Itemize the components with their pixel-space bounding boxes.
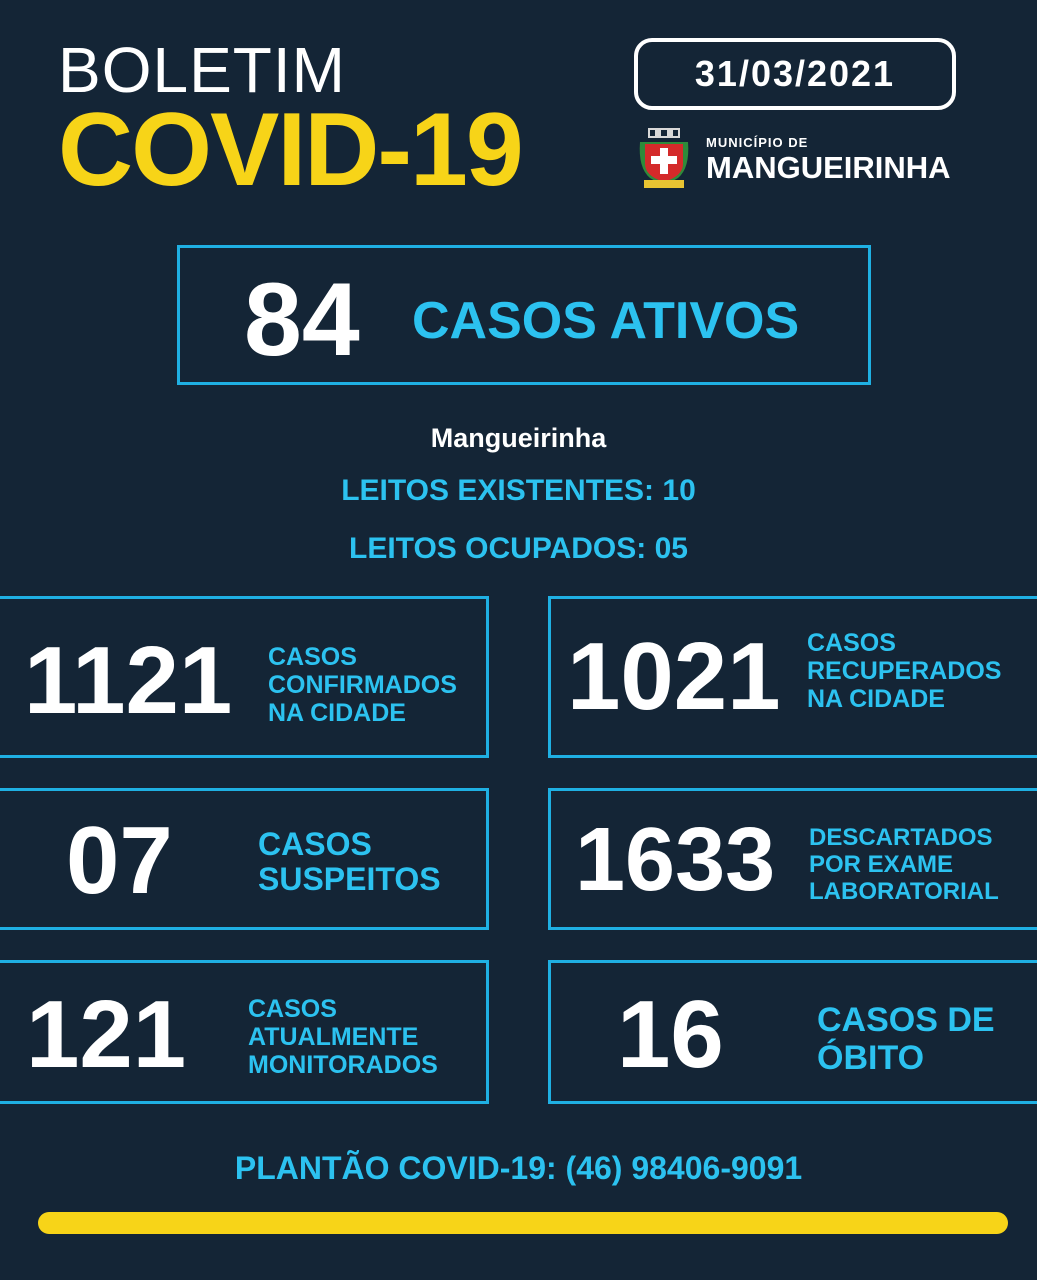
deaths-value: 16 bbox=[617, 981, 724, 1088]
logo-line2: MANGUEIRINHA bbox=[706, 150, 951, 185]
discarded-cases-value: 1633 bbox=[575, 810, 776, 910]
suspected-label-line1: CASOS bbox=[258, 826, 372, 862]
active-cases-box bbox=[177, 245, 871, 385]
suspected-cases-value: 07 bbox=[66, 807, 173, 914]
suspected-cases-label bbox=[258, 827, 441, 897]
discarded-label-line2: POR EXAME bbox=[809, 850, 954, 878]
discarded-label-line3: LABORATORIAL bbox=[809, 877, 999, 905]
active-cases-value: 84 bbox=[244, 262, 360, 378]
confirmed-cases-box bbox=[0, 596, 489, 758]
recovered-cases-box bbox=[548, 596, 1037, 758]
monitored-label-line1: CASOS bbox=[248, 995, 337, 1023]
discarded-cases-label bbox=[809, 825, 999, 906]
deaths-label-line2: ÓBITO bbox=[817, 1039, 925, 1078]
deaths-label bbox=[817, 1001, 995, 1077]
discarded-cases-box bbox=[548, 788, 1037, 930]
monitored-label-line2: ATUALMENTE bbox=[248, 1023, 419, 1051]
logo-line1: MUNICÍPIO DE bbox=[706, 135, 809, 150]
municipality-logo bbox=[638, 128, 951, 190]
confirmed-label-line1: CASOS bbox=[268, 643, 357, 671]
suspected-cases-box bbox=[0, 788, 489, 930]
monitored-cases-label bbox=[248, 995, 438, 1079]
monitored-cases-value: 121 bbox=[26, 981, 187, 1088]
deaths-box bbox=[548, 960, 1037, 1104]
yellow-footer-bar bbox=[38, 1212, 1008, 1234]
monitored-cases-box bbox=[0, 960, 489, 1104]
monitored-label-line3: MONITORADOS bbox=[248, 1051, 438, 1079]
recovered-label-line1: CASOS bbox=[807, 629, 896, 657]
deaths-label-line1: CASOS DE bbox=[817, 1001, 995, 1039]
confirmed-cases-value: 1121 bbox=[24, 627, 233, 734]
beds-occupied: LEITOS OCUPADOS: 05 bbox=[349, 532, 688, 565]
confirmed-label-line3: NA CIDADE bbox=[268, 699, 406, 727]
title-boletim: BOLETIM bbox=[58, 34, 346, 106]
recovered-label-line2: RECUPERADOS bbox=[807, 657, 1002, 685]
suspected-label-line2: SUSPEITOS bbox=[258, 861, 441, 898]
confirmed-label-line2: CONFIRMADOS bbox=[268, 671, 457, 699]
beds-existing: LEITOS EXISTENTES: 10 bbox=[341, 474, 696, 507]
recovered-label-line3: NA CIDADE bbox=[807, 685, 945, 713]
logo-text bbox=[706, 135, 951, 183]
city-name: Mangueirinha bbox=[430, 423, 607, 453]
active-cases-label: CASOS ATIVOS bbox=[412, 292, 800, 350]
coat-of-arms-icon bbox=[638, 128, 690, 190]
discarded-label-line1: DESCARTADOS bbox=[809, 824, 993, 851]
date-text: 31/03/2021 bbox=[694, 53, 896, 94]
recovered-cases-value: 1021 bbox=[567, 623, 781, 730]
title-covid: COVID-19 bbox=[58, 92, 522, 208]
date-box bbox=[634, 38, 956, 110]
hotline-text: PLANTÃO COVID-19: (46) 98406-9091 bbox=[234, 1150, 803, 1186]
recovered-cases-label bbox=[807, 629, 1001, 713]
confirmed-cases-label bbox=[268, 643, 457, 727]
